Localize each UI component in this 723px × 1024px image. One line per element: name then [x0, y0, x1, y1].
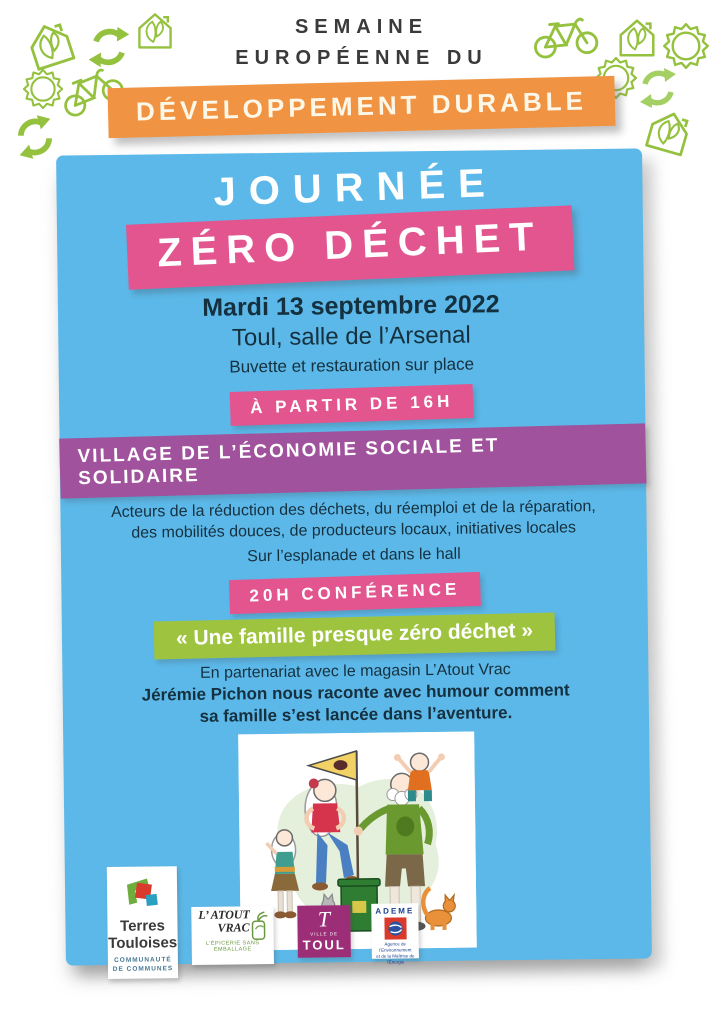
header [0, 16, 723, 132]
afternoon-description [111, 496, 597, 569]
poster-title: JOURNÉE [213, 161, 499, 215]
terres-sub-line2: DE COMMUNES [112, 965, 174, 973]
conference-speaker-line1: Jérémie Pichon nous raconte avec humour comment [141, 680, 570, 705]
toul-small-text: VILLE DE [310, 931, 339, 937]
logo-ademe [371, 903, 419, 965]
logo-ville-de-toul [297, 905, 351, 958]
afternoon-desc-line3: Sur l’esplanade et dans le hall [247, 545, 461, 566]
toul-script-t-icon: T [317, 906, 331, 932]
ademe-name: ADEME [375, 906, 415, 916]
toul-name: TOUL [302, 937, 346, 953]
conference-time-badge: 20H CONFÉRENCE [228, 572, 480, 614]
event-note: Buvette et restauration sur place [229, 354, 475, 377]
terres-sub-line1: COMMUNAUTÉ [114, 956, 172, 964]
ademe-sub-line2: et de la Maîtrise de l’Énergie [376, 953, 415, 965]
conference-title-badge: « Une famille presque zéro déchet » [154, 612, 556, 659]
terres-name-line2: Touloises [108, 934, 178, 953]
family-illustration [238, 732, 477, 951]
conference-partner: En partenariat avec le magasin L’Atout Vrac [199, 661, 511, 682]
header-line1: SEMAINE [294, 16, 429, 38]
afternoon-desc-line1: Acteurs de la réduction des déchets, du réemploi et de la réparation, [110, 498, 596, 521]
ademe-globe-icon [384, 917, 406, 939]
village-badge: VILLAGE DE L’ÉCONOMIE SOCIALE ET SOLIDAIRE [59, 423, 646, 498]
atout-vrac-line2: VRAC [217, 920, 250, 935]
poster-content [56, 148, 652, 973]
jar-plant-icon [248, 911, 268, 941]
atout-vrac-line1: L’ ATOUT [198, 907, 250, 922]
atout-vrac-subtitle: L’ÉPICERIE SANS EMBALLAGE [205, 940, 260, 953]
event-date: Mardi 13 septembre 2022 [202, 290, 500, 322]
logo-terres-touloises [107, 866, 178, 979]
terres-name-line1: Terres [120, 917, 165, 935]
logo-atout-vrac [191, 906, 274, 965]
poster-subtitle-banner: ZÉRO DÉCHET [126, 205, 574, 289]
conference-speaker-line2: sa famille s’est lancée dans l’aventure. [199, 703, 513, 726]
family-cartoon-drawing [238, 732, 477, 951]
header-orange-banner: DÉVELOPPEMENT DURABLE [107, 76, 615, 138]
ademe-sub-line1: Agence de l’Environnement [379, 941, 412, 953]
afternoon-desc-line2: des mobilités douces, de producteurs locaux, initiatives locales [131, 519, 577, 542]
afternoon-time-badge: À PARTIR DE 16H [230, 384, 474, 426]
poster-card [56, 148, 652, 973]
terres-touloises-mark-icon [121, 874, 163, 913]
event-location: Toul, salle de l’Arsenal [231, 321, 471, 352]
header-line2: EUROPÉENNE DU [235, 47, 488, 69]
